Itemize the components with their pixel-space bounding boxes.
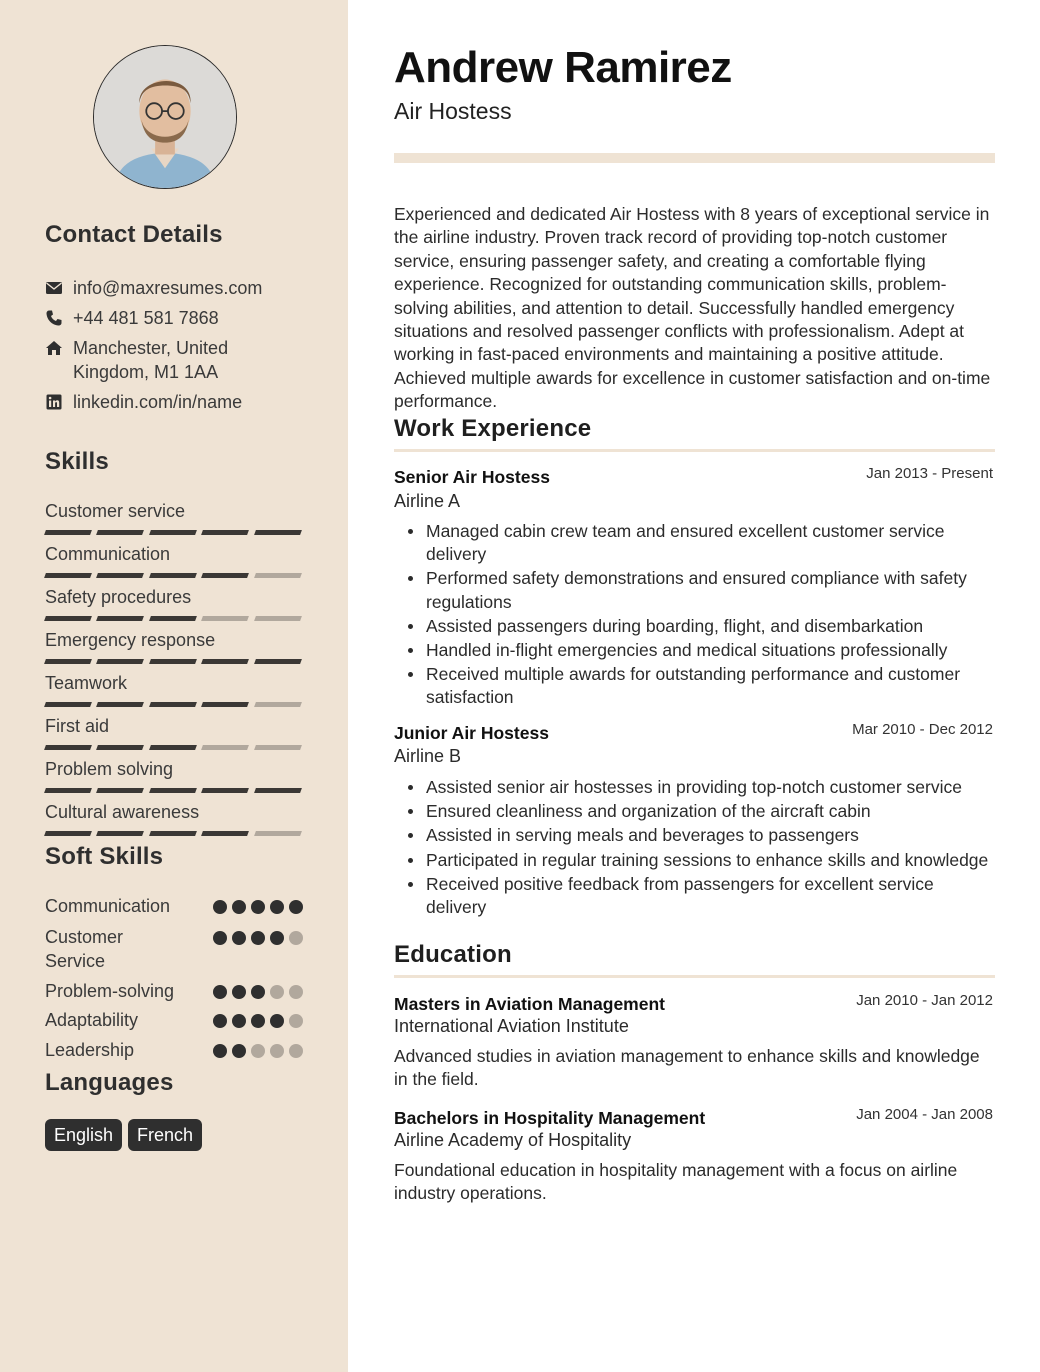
skill-level-segment: [254, 702, 302, 707]
soft-skill-rating: [213, 931, 303, 945]
rating-dot: [270, 1014, 284, 1028]
job-dates: Jan 2013 - Present: [866, 465, 993, 482]
skill-item: [45, 801, 301, 836]
skill-level-segment: [44, 530, 92, 535]
skill-level-segment: [96, 745, 144, 750]
rating-dot: [270, 900, 284, 914]
degree-dates: Jan 2010 - Jan 2012: [856, 992, 993, 1009]
rating-dot: [232, 1044, 246, 1058]
skill-level-bar: [45, 616, 301, 621]
list-item: Managed cabin crew team and ensured excellent customer service delivery: [394, 520, 995, 566]
degree-description: Advanced studies in aviation management to enhance skills and knowledge in the field.: [394, 1046, 980, 1090]
list-item: Performed safety demonstrations and ensured compliance with safety regulations: [394, 567, 995, 613]
list-item: Handled in-flight emergencies and medical situations professionally: [394, 639, 995, 662]
languages-list: [45, 1119, 202, 1151]
job-title: Junior Air Hostess: [394, 723, 549, 743]
education-divider: [394, 975, 995, 978]
skill-level-segment: [149, 788, 197, 793]
contact-phone[interactable]: [45, 306, 293, 330]
rating-dot: [251, 1044, 265, 1058]
header-divider: [394, 153, 995, 163]
list-item: Received multiple awards for outstanding performance and customer satisfaction: [394, 663, 995, 709]
soft-skill-rating: [213, 1014, 303, 1028]
skill-level-segment: [254, 831, 302, 836]
phone-icon: [45, 309, 63, 327]
job-bullets: [394, 776, 995, 920]
rating-dot: [213, 1014, 227, 1028]
school-name: Airline Academy of Hospitality: [394, 1130, 632, 1150]
rating-dot: [270, 931, 284, 945]
job-org: Airline A: [394, 491, 461, 511]
rating-dot: [251, 1014, 265, 1028]
phone-text: +44 481 581 7868: [73, 308, 219, 328]
skill-level-segment: [201, 530, 249, 535]
skill-level-segment: [44, 831, 92, 836]
skill-name: Customer service: [45, 501, 186, 521]
skill-name: Problem solving: [45, 759, 174, 779]
skill-level-segment: [44, 659, 92, 664]
skill-level-segment: [149, 573, 197, 578]
skill-item: [45, 758, 301, 793]
skill-level-segment: [149, 659, 197, 664]
soft-skill-rating: [213, 900, 303, 914]
rating-dot: [289, 1044, 303, 1058]
skill-level-segment: [96, 530, 144, 535]
rating-dot: [270, 985, 284, 999]
degree-description: Foundational education in hospitality management with a focus on airline industry operations.: [394, 1160, 958, 1204]
skill-level-bar: [45, 745, 301, 750]
language-tag: French: [128, 1119, 202, 1151]
education-heading: Education: [394, 941, 512, 968]
rating-dot: [232, 985, 246, 999]
skill-level-segment: [201, 659, 249, 664]
skill-level-segment: [44, 702, 92, 707]
rating-dot: [251, 931, 265, 945]
skill-item: [45, 715, 301, 750]
skill-level-segment: [254, 788, 302, 793]
home-icon: [45, 339, 63, 357]
skill-level-segment: [254, 616, 302, 621]
skill-level-bar: [45, 530, 301, 535]
skill-name: Teamwork: [45, 673, 128, 693]
degree-title: Bachelors in Hospitality Management: [394, 1108, 706, 1128]
skill-level-segment: [44, 788, 92, 793]
skill-level-segment: [201, 831, 249, 836]
skill-item: [45, 543, 301, 578]
job-bullets: [394, 520, 995, 711]
job-dates: Mar 2010 - Dec 2012: [852, 721, 993, 738]
list-item: Participated in regular training sessions to enhance skills and knowledge: [394, 849, 995, 872]
email-text: info@maxresumes.com: [73, 278, 263, 298]
skill-level-segment: [201, 616, 249, 621]
contact-linkedin[interactable]: [45, 390, 293, 414]
skill-level-segment: [254, 530, 302, 535]
skill-level-segment: [96, 573, 144, 578]
list-item: Ensured cleanliness and organization of the aircraft cabin: [394, 800, 995, 823]
envelope-icon: [45, 279, 63, 297]
person-name: Andrew Ramirez: [394, 43, 732, 92]
linkedin-text: linkedin.com/in/name: [73, 392, 243, 412]
summary-text: Experienced and dedicated Air Hostess with 8 years of exceptional service in the airline industry. Proven track record of providing top-notch customer service, ensuring passenger safety, and creating a comfortable flying experience. Recognized for outstanding communication skills, problem-solving abilities, and attention to detail. Successfully handled emergency situations and resolved passenger conflicts with professionalism. Adept at working in fast-paced environments and maintaining a positive attitude. Achieved multiple awards for excellence in customer satisfaction and on-time performance.: [394, 204, 991, 412]
soft-skill-item: [45, 925, 303, 973]
rating-dot: [251, 985, 265, 999]
main-content: [348, 0, 1040, 1372]
skill-level-bar: [45, 831, 301, 836]
contact-address: [45, 336, 263, 384]
skill-level-segment: [254, 745, 302, 750]
rating-dot: [289, 931, 303, 945]
rating-dot: [232, 1014, 246, 1028]
soft-skill-item: [45, 894, 303, 918]
skill-name: Cultural awareness: [45, 802, 200, 822]
skill-level-segment: [44, 616, 92, 621]
skill-level-segment: [96, 616, 144, 621]
rating-dot: [289, 1014, 303, 1028]
job-title: Senior Air Hostess: [394, 467, 550, 487]
soft-skill-rating: [213, 1044, 303, 1058]
skill-level-segment: [254, 573, 302, 578]
rating-dot: [251, 900, 265, 914]
skill-level-segment: [201, 788, 249, 793]
school-name: International Aviation Institute: [394, 1016, 629, 1036]
soft-skill-name: Adaptability: [45, 1010, 139, 1030]
rating-dot: [289, 985, 303, 999]
skill-level-bar: [45, 659, 301, 664]
list-item: Received positive feedback from passengers for excellent service delivery: [394, 873, 995, 919]
skill-item: [45, 672, 301, 707]
linkedin-icon: [45, 393, 63, 411]
rating-dot: [232, 900, 246, 914]
soft-skill-name: Problem-solving: [45, 981, 175, 1001]
soft-skill-rating: [213, 985, 303, 999]
skill-level-segment: [149, 616, 197, 621]
avatar: [93, 45, 237, 189]
skill-level-segment: [149, 831, 197, 836]
soft-skill-name: Customer Service: [45, 927, 124, 971]
skill-level-segment: [96, 831, 144, 836]
list-item: Assisted in serving meals and beverages to passengers: [394, 824, 995, 847]
skill-item: [45, 500, 301, 535]
soft-skill-name: Leadership: [45, 1040, 135, 1060]
skill-level-bar: [45, 702, 301, 707]
skills-heading: Skills: [45, 448, 109, 475]
skill-name: Emergency response: [45, 630, 216, 650]
skill-level-segment: [44, 745, 92, 750]
soft-skill-item: [45, 1008, 303, 1032]
skill-level-bar: [45, 573, 301, 578]
skill-level-segment: [201, 573, 249, 578]
rating-dot: [213, 931, 227, 945]
skill-name: Communication: [45, 544, 171, 564]
skill-level-segment: [254, 659, 302, 664]
rating-dot: [213, 985, 227, 999]
work-heading: Work Experience: [394, 415, 592, 442]
skill-level-segment: [149, 702, 197, 707]
rating-dot: [232, 931, 246, 945]
language-tag: English: [45, 1119, 122, 1151]
address-text: Manchester, United Kingdom, M1 1AA: [73, 338, 229, 382]
skill-name: First aid: [45, 716, 110, 736]
work-divider: [394, 449, 995, 452]
skill-level-segment: [201, 745, 249, 750]
sidebar: [0, 0, 348, 1372]
skill-level-segment: [149, 530, 197, 535]
skill-level-segment: [96, 702, 144, 707]
skill-item: [45, 629, 301, 664]
languages-heading: Languages: [45, 1069, 174, 1096]
list-item: Assisted senior air hostesses in providing top-notch customer service: [394, 776, 995, 799]
profile-photo: [94, 46, 236, 188]
degree-dates: Jan 2004 - Jan 2008: [856, 1106, 993, 1123]
contact-heading: Contact Details: [45, 221, 223, 248]
soft-skill-item: [45, 1038, 303, 1062]
skill-level-segment: [201, 702, 249, 707]
skill-name: Safety procedures: [45, 587, 192, 607]
skill-level-segment: [96, 788, 144, 793]
rating-dot: [213, 900, 227, 914]
skill-level-segment: [149, 745, 197, 750]
list-item: Assisted passengers during boarding, flight, and disembarkation: [394, 615, 995, 638]
skill-level-segment: [44, 573, 92, 578]
job-org: Airline B: [394, 746, 462, 766]
soft-skill-item: [45, 979, 303, 1003]
skill-level-bar: [45, 788, 301, 793]
rating-dot: [270, 1044, 284, 1058]
skill-level-segment: [96, 659, 144, 664]
contact-email[interactable]: [45, 276, 293, 300]
soft-skill-name: Communication: [45, 896, 171, 916]
rating-dot: [213, 1044, 227, 1058]
degree-title: Masters in Aviation Management: [394, 994, 665, 1014]
soft-skills-heading: Soft Skills: [45, 843, 164, 870]
person-title: Air Hostess: [394, 98, 512, 124]
rating-dot: [289, 900, 303, 914]
skill-item: [45, 586, 301, 621]
